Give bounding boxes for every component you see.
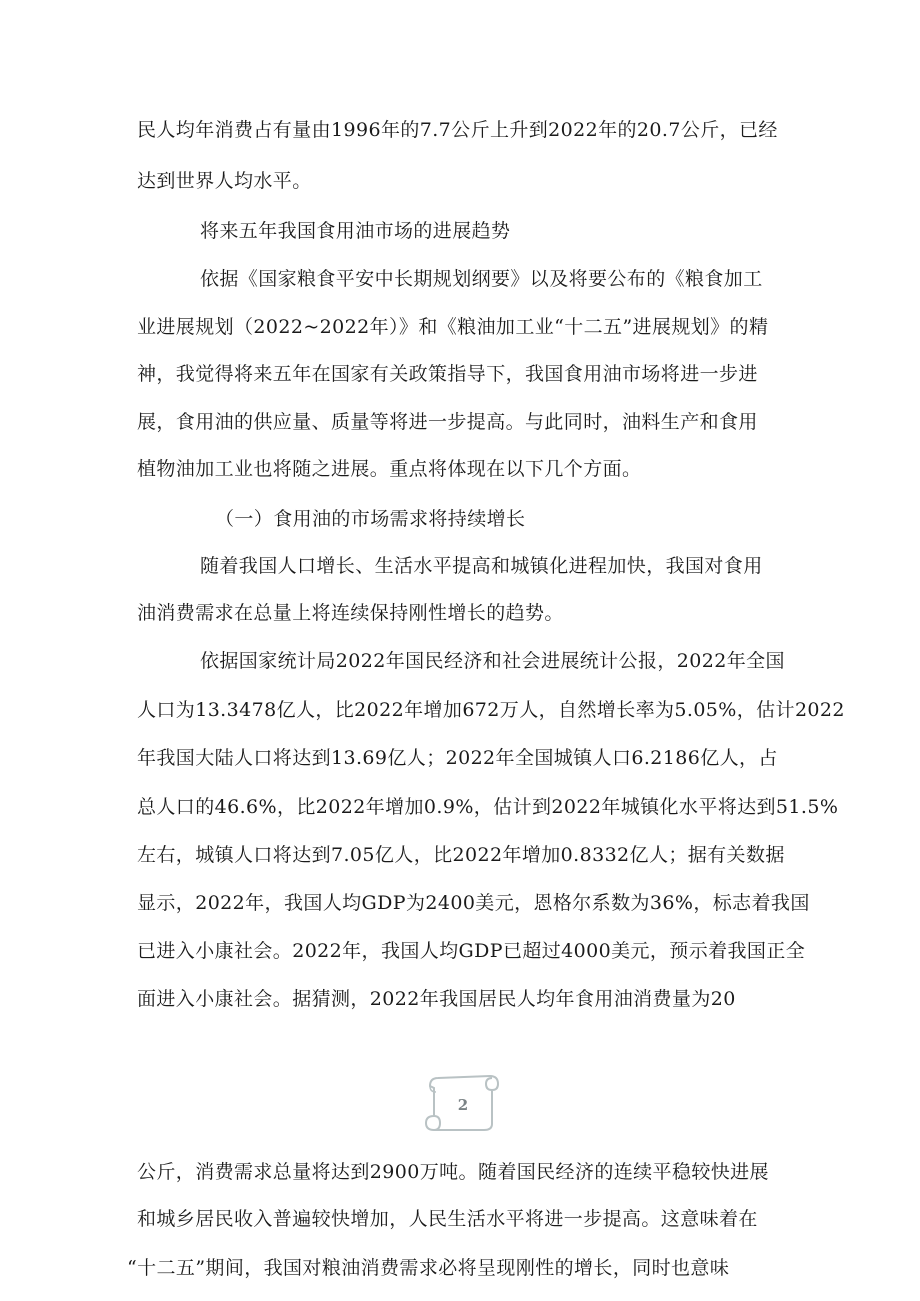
body-line-9: 油消费需求在总量上将连续保持刚性增长的趋势。 bbox=[137, 602, 564, 624]
body-line-15: 显示，2022年，我国人均GDP为2400美元，恩格尔系数为36%，标志着我国 bbox=[137, 892, 810, 914]
scroll-icon bbox=[420, 1068, 502, 1136]
body-line-13: 总人口的46.6%，比2022年增加0.9%，估计到2022年城镇化水平将达到51.5% bbox=[137, 796, 839, 818]
body-line-8: 随着我国人口增长、生活水平提高和城镇化进程加快，我国对食用 bbox=[200, 555, 763, 577]
body-line-10: 依据国家统计局2022年国民经济和社会进展统计公报，2022年全国 bbox=[200, 650, 785, 672]
body-line-4: 业进展规划（2022~2022年）》和《粮油加工业“十二五”进展规划》的精 bbox=[137, 316, 769, 338]
body-line-12: 年我国大陆人口将达到13.69亿人；2022年全国城镇人口6.2186亿人，占 bbox=[137, 747, 778, 769]
body-line-11: 人口为13.3478亿人，比2022年增加672万人，自然增长率为5.05%，估计2022 bbox=[137, 699, 845, 721]
body-line-5: 神，我觉得将来五年在国家有关政策指导下，我国食用油市场将进一步进 bbox=[137, 363, 758, 385]
page-number: 2 bbox=[457, 1096, 469, 1114]
subsection-heading: （一）食用油的市场需求将持续增长 bbox=[215, 508, 526, 530]
body-line-17: 面进入小康社会。据猜测，2022年我国居民人均年食用油消费量为20 bbox=[137, 988, 736, 1010]
body-line-1: 民人均年消费占有量由1996年的7.7公斤上升到2022年的20.7公斤，已经 bbox=[137, 119, 778, 141]
body-line-3: 依据《国家粮食平安中长期规划纲要》以及将要公布的《粮食加工 bbox=[200, 268, 763, 290]
section-heading: 将来五年我国食用油市场的进展趋势 bbox=[200, 220, 511, 242]
body-line-6: 展，食用油的供应量、质量等将进一步提高。与此同时，油料生产和食用 bbox=[137, 411, 758, 433]
body-line-20: “十二五”期间，我国对粮油消费需求必将呈现刚性的增长，同时也意味 bbox=[127, 1257, 730, 1279]
body-line-2: 达到世界人均水平。 bbox=[137, 170, 312, 192]
body-line-16: 已进入小康社会。2022年，我国人均GDP已超过4000美元，预示着我国正全 bbox=[137, 940, 806, 962]
body-line-19: 和城乡居民收入普遍较快增加，人民生活水平将进一步提高。这意味着在 bbox=[137, 1208, 758, 1230]
page-number-badge bbox=[420, 1068, 502, 1136]
body-line-14: 左右，城镇人口将达到7.05亿人，比2022年增加0.8332亿人；据有关数据 bbox=[137, 844, 785, 866]
body-line-18: 公斤，消费需求总量将达到2900万吨。随着国民经济的连续平稳较快进展 bbox=[137, 1161, 769, 1183]
body-line-7: 植物油加工业也将随之进展。重点将体现在以下几个方面。 bbox=[137, 458, 642, 480]
